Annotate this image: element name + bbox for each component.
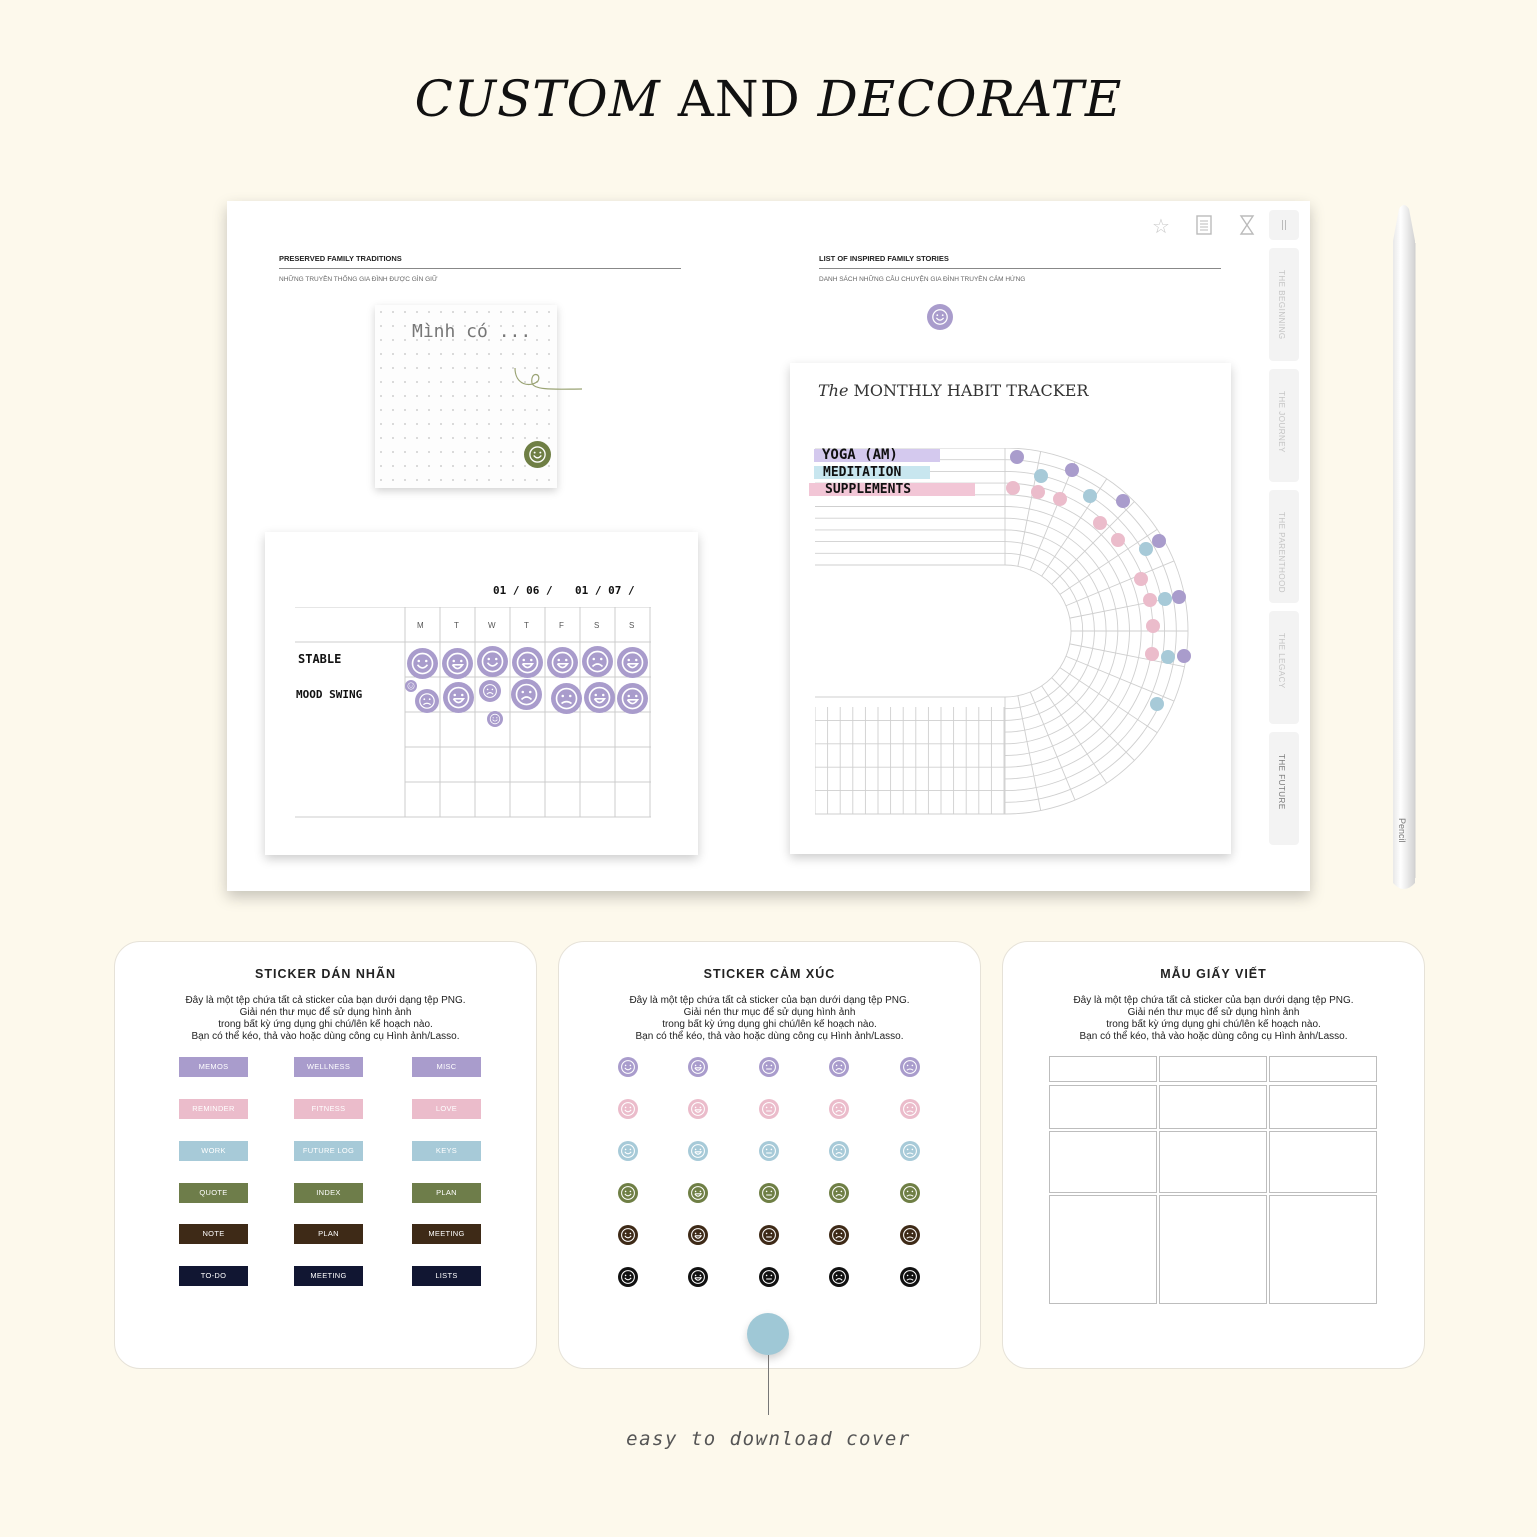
panel-emotion-stickers[interactable] — [558, 941, 981, 1369]
star-icon[interactable]: ☆ — [1152, 216, 1170, 238]
emotion-sticker[interactable] — [759, 1183, 779, 1203]
mood-sticker[interactable] — [582, 646, 613, 677]
note-handwriting: Mình có ... — [412, 321, 532, 342]
paper-template[interactable] — [1269, 1085, 1377, 1129]
right-section-subheading: DANH SÁCH NHỮNG CÂU CHUYỆN GIA ĐÌNH TRUYỀN CẢM HỨNG — [819, 276, 1026, 283]
paper-template[interactable] — [1269, 1195, 1377, 1304]
panel-label-stickers[interactable] — [114, 941, 537, 1369]
tab-the-parenthood[interactable] — [1269, 490, 1299, 603]
mood-sticker[interactable] — [407, 648, 438, 679]
tab-label: THE BEGINNING — [1277, 270, 1286, 340]
label-sticker[interactable]: LOVE — [412, 1099, 481, 1119]
label-sticker[interactable]: PLAN — [412, 1183, 481, 1203]
desc-line: Đây là một tệp chứa tất cả sticker của bạn dưới dạng tệp PNG. — [629, 995, 910, 1006]
title-word-decorate: DECORATE — [817, 70, 1123, 128]
caption-text: easy to download cover — [626, 1428, 911, 1450]
tab-label: THE JOURNEY — [1277, 391, 1286, 453]
habit-dot[interactable] — [1010, 450, 1024, 464]
label-sticker[interactable]: KEYS — [412, 1141, 481, 1161]
habit-dot[interactable] — [1034, 469, 1048, 483]
habit-dot[interactable] — [1145, 647, 1159, 661]
emotion-sticker[interactable] — [900, 1225, 920, 1245]
habit-label: YOGA (AM) — [822, 447, 898, 463]
mood-sticker[interactable] — [511, 679, 542, 710]
smiley-icon[interactable] — [524, 441, 551, 468]
habit-label: MEDITATION — [823, 465, 902, 480]
tab-the-future[interactable] — [1269, 732, 1299, 845]
emotion-sticker[interactable] — [618, 1225, 638, 1245]
habit-dot[interactable] — [1172, 590, 1186, 604]
desc-line: Bạn có thể kéo, thả vào hoặc dùng công cụ Hình ảnh/Lasso. — [1079, 1031, 1348, 1042]
paper-template[interactable] — [1269, 1131, 1377, 1193]
smiley-icon[interactable] — [927, 304, 953, 330]
habit-dot[interactable] — [1158, 592, 1172, 606]
emotion-sticker[interactable] — [900, 1057, 920, 1077]
tracker-title-text: MONTHLY HABIT TRACKER — [853, 381, 1089, 400]
mood-sticker[interactable] — [479, 680, 501, 702]
emotion-sticker[interactable] — [759, 1267, 779, 1287]
habit-tracker-card[interactable] — [790, 363, 1231, 854]
tab-the-beginning[interactable] — [1269, 248, 1299, 361]
label-sticker[interactable]: FUTURE LOG — [294, 1141, 363, 1161]
mood-tracker-card[interactable] — [265, 532, 698, 855]
sticky-note[interactable] — [375, 305, 557, 488]
divider — [279, 268, 681, 269]
document-icon[interactable] — [1192, 215, 1216, 239]
panel-description — [1003, 995, 1424, 1043]
habit-arch-grid — [815, 448, 1195, 833]
habit-dot[interactable] — [1065, 463, 1079, 477]
desc-line: Bạn có thể kéo, thả vào hoặc dùng công cụ Hình ảnh/Lasso. — [191, 1031, 460, 1042]
habit-dot[interactable] — [1146, 619, 1160, 633]
desc-line: trong bất kỳ ứng dụng ghi chú/lên kế hoạch nào. — [218, 1019, 433, 1030]
emotion-sticker[interactable] — [618, 1267, 638, 1287]
emotion-sticker[interactable] — [759, 1057, 779, 1077]
emotion-sticker[interactable] — [829, 1099, 849, 1119]
pencil-label: Pencil — [1397, 818, 1407, 843]
date-from: 01 / 06 / — [493, 584, 553, 597]
emotion-sticker[interactable] — [688, 1225, 708, 1245]
desc-line: Giải nén thư mục để sử dụng hình ảnh — [683, 1007, 856, 1018]
habit-dot[interactable] — [1177, 649, 1191, 663]
menu-icon[interactable] — [1269, 210, 1299, 240]
emotion-sticker[interactable] — [900, 1099, 920, 1119]
label-sticker[interactable]: MEETING — [294, 1266, 363, 1286]
desc-line: Đây là một tệp chứa tất cả sticker của bạn dưới dạng tệp PNG. — [185, 995, 466, 1006]
mood-sticker[interactable] — [617, 647, 648, 678]
date-to: 01 / 07 / — [575, 584, 635, 597]
emotion-sticker[interactable] — [829, 1183, 849, 1203]
desc-line: trong bất kỳ ứng dụng ghi chú/lên kế hoạch nào. — [1106, 1019, 1321, 1030]
label-sticker[interactable]: MEETING — [412, 1224, 481, 1244]
emotion-sticker[interactable] — [900, 1141, 920, 1161]
label-sticker[interactable]: REMINDER — [179, 1099, 248, 1119]
planner-spread — [227, 201, 1310, 891]
mood-sticker[interactable] — [477, 646, 508, 677]
right-section-heading: LIST OF INSPIRED FAMILY STORIES — [819, 254, 949, 263]
emotion-sticker[interactable] — [759, 1225, 779, 1245]
pointer-line — [768, 1355, 769, 1415]
title-word-custom: CUSTOM — [414, 70, 661, 128]
page-title — [0, 70, 1537, 128]
habit-dot[interactable] — [1053, 492, 1067, 506]
day-label: T — [524, 621, 529, 630]
tab-label: THE FUTURE — [1277, 754, 1286, 810]
mood-sticker[interactable] — [512, 647, 543, 678]
habit-dot[interactable] — [1161, 650, 1175, 664]
mood-sticker[interactable] — [551, 683, 582, 714]
day-label: W — [488, 621, 496, 630]
emotion-sticker[interactable] — [618, 1099, 638, 1119]
label-sticker[interactable]: LISTS — [412, 1266, 481, 1286]
habit-dot[interactable] — [1139, 542, 1153, 556]
tab-the-journey[interactable] — [1269, 369, 1299, 482]
tracker-title-script: The — [818, 381, 849, 400]
row-label-mood-swing: MOOD SWING — [296, 688, 363, 701]
tab-label: THE LEGACY — [1277, 633, 1286, 689]
emotion-sticker[interactable] — [900, 1183, 920, 1203]
mood-sticker[interactable] — [617, 683, 648, 714]
habit-dot[interactable] — [1134, 572, 1148, 586]
day-label: F — [559, 621, 564, 630]
panel-description — [559, 995, 980, 1043]
label-sticker[interactable]: MISC — [412, 1057, 481, 1077]
desc-line: trong bất kỳ ứng dụng ghi chú/lên kế hoạch nào. — [662, 1019, 877, 1030]
left-section-heading: PRESERVED FAMILY TRADITIONS — [279, 254, 402, 263]
tracker-title — [818, 381, 1088, 400]
emotion-sticker[interactable] — [688, 1267, 708, 1287]
row-label-stable: STABLE — [298, 652, 342, 666]
emotion-sticker[interactable] — [829, 1141, 849, 1161]
habit-dot[interactable] — [1143, 593, 1157, 607]
habit-dot[interactable] — [1006, 481, 1020, 495]
day-label: S — [594, 621, 600, 630]
day-label: S — [629, 621, 635, 630]
mood-sticker[interactable] — [443, 682, 474, 713]
emotion-sticker[interactable] — [618, 1057, 638, 1077]
emotion-sticker[interactable] — [900, 1267, 920, 1287]
paper-template[interactable] — [1049, 1085, 1157, 1129]
download-bubble[interactable] — [747, 1313, 789, 1355]
mood-sticker[interactable] — [547, 647, 578, 678]
panel-paper-templates[interactable] — [1002, 941, 1425, 1369]
mood-grid — [295, 607, 653, 819]
habit-dot[interactable] — [1083, 489, 1097, 503]
hourglass-icon[interactable] — [1235, 215, 1259, 239]
emotion-sticker[interactable] — [688, 1141, 708, 1161]
day-label: T — [454, 621, 459, 630]
paper-template[interactable] — [1269, 1056, 1377, 1082]
habit-dot[interactable] — [1152, 534, 1166, 548]
mood-sticker[interactable] — [415, 689, 439, 713]
label-sticker[interactable]: WELLNESS — [294, 1057, 363, 1077]
paper-template[interactable] — [1159, 1056, 1267, 1082]
title-word-and: AND — [677, 70, 801, 128]
emotion-sticker[interactable] — [759, 1141, 779, 1161]
emotion-sticker[interactable] — [618, 1183, 638, 1203]
paper-template[interactable] — [1159, 1131, 1267, 1193]
panel-description — [115, 995, 536, 1043]
paper-template[interactable] — [1159, 1195, 1267, 1304]
desc-line: Bạn có thể kéo, thả vào hoặc dùng công cụ Hình ảnh/Lasso. — [635, 1031, 904, 1042]
emotion-sticker[interactable] — [759, 1099, 779, 1119]
label-sticker[interactable]: QUOTE — [179, 1183, 248, 1203]
desc-line: Đây là một tệp chứa tất cả sticker của bạn dưới dạng tệp PNG. — [1073, 995, 1354, 1006]
emotion-sticker[interactable] — [829, 1057, 849, 1077]
label-sticker[interactable]: INDEX — [294, 1183, 363, 1203]
emotion-sticker[interactable] — [829, 1225, 849, 1245]
paper-template[interactable] — [1049, 1056, 1157, 1082]
emotion-sticker[interactable] — [618, 1141, 638, 1161]
label-sticker[interactable]: MEMOS — [179, 1057, 248, 1077]
day-label: M — [417, 621, 424, 630]
label-sticker[interactable]: TO-DO — [179, 1266, 248, 1286]
left-section-subheading: NHỮNG TRUYỀN THỐNG GIA ĐÌNH ĐƯỢC GÌN GIỮ — [279, 276, 438, 283]
emotion-sticker[interactable] — [829, 1267, 849, 1287]
paper-template[interactable] — [1049, 1131, 1157, 1193]
habit-dot[interactable] — [1116, 494, 1130, 508]
panel-title: MẪU GIẤY VIẾT — [1160, 967, 1267, 981]
curl-doodle — [510, 363, 585, 393]
habit-dot[interactable] — [1031, 485, 1045, 499]
paper-template[interactable] — [1159, 1085, 1267, 1129]
divider — [819, 268, 1221, 269]
tab-the-legacy[interactable] — [1269, 611, 1299, 724]
paper-template[interactable] — [1049, 1195, 1157, 1304]
mood-sticker[interactable] — [584, 682, 615, 713]
panel-title: STICKER CẢM XÚC — [703, 967, 836, 981]
mood-sticker[interactable] — [405, 680, 417, 692]
label-sticker[interactable]: WORK — [179, 1141, 248, 1161]
emotion-sticker[interactable] — [688, 1057, 708, 1077]
habit-dot[interactable] — [1111, 533, 1125, 547]
habit-dot[interactable] — [1093, 516, 1107, 530]
label-sticker[interactable]: NOTE — [179, 1224, 248, 1244]
label-sticker[interactable]: PLAN — [294, 1224, 363, 1244]
habit-dot[interactable] — [1150, 697, 1164, 711]
mood-sticker[interactable] — [487, 711, 503, 727]
label-sticker[interactable]: FITNESS — [294, 1099, 363, 1119]
mood-sticker[interactable] — [442, 648, 473, 679]
apple-pencil — [1385, 203, 1423, 893]
habit-label: SUPPLEMENTS — [825, 482, 912, 497]
emotion-sticker[interactable] — [688, 1099, 708, 1119]
tab-label: THE PARENTHOOD — [1277, 512, 1286, 594]
desc-line: Giải nén thư mục để sử dụng hình ảnh — [1127, 1007, 1300, 1018]
panel-title: STICKER DÁN NHÃN — [255, 967, 396, 981]
desc-line: Giải nén thư mục để sử dụng hình ảnh — [239, 1007, 412, 1018]
emotion-sticker[interactable] — [688, 1183, 708, 1203]
